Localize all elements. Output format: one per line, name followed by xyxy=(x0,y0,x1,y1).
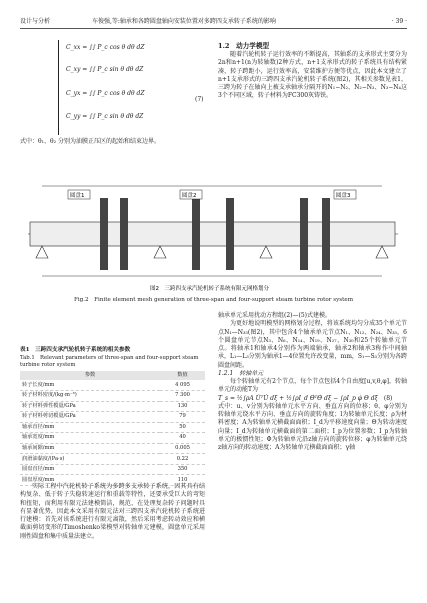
section-1-2 xyxy=(218,42,407,101)
table-caption-cn: 表1 三跨四支承汽轮机转子系统的相关参数 xyxy=(20,347,131,353)
table-row: 转子材料剪切模量/GPa 79 xyxy=(20,412,205,423)
figure-caption-en: Fig.2 Finite element mesh generation of three-span and four-support steam turbine rotor system xyxy=(73,297,354,303)
paragraph: 每个转轴单元有2个节点，每个节点包括4个自由度[u,v,θ,φ]，转轴单元的动能T为 xyxy=(218,378,407,394)
equation-brace xyxy=(58,40,63,135)
table-row: 轴承间隙/mm 0.005 xyxy=(20,443,205,454)
table-caption-en: Tab.1 Relevant parameters of three-span and four-support steam turbine rotor system xyxy=(20,354,199,369)
param-table xyxy=(20,371,205,486)
eq-row: C_xy = ∫∫ P_c sin θ dθ dZ xyxy=(66,66,144,73)
section-heading: 1.2 动力学模型 xyxy=(218,42,270,50)
paragraph: 轴承单元采用扰动方程组(2)—(5)式建模。 xyxy=(218,312,331,319)
table-row: 转子材料弹性模量/GPa 130 xyxy=(20,401,205,412)
eq-row: C_yy = ∫∫ P_c sin θ dθ dZ xyxy=(66,113,144,120)
paragraph: 为更好地说明模型的网格划分过程，将该系统均匀分成35个单元节点N₁—N₃₅(图2)，其中包含4个轴承单元节点N₁、N₁₂、N₂₄、N₃₅，6个圆盘单元节点N₃、N₆、N₁₄、N₁₉、N₂₇、N₃₀和25个转轴单元节点。将轴承1和轴承4分别作为两端轴承，轴承2和轴承3称作中间轴承，L₁—L₃分别为轴承1—4位置允许改变量，mm，S₁—S₃分别为各跨圆盘间距。 xyxy=(218,320,407,369)
left-bottom-paragraph: 实际工程中汽轮机转子系统为多跨多支承转子系统，因其具有结构复杂、低于转子失稳转速运行和重载等特性，还要承受巨大的弯矩和扭矩，而利用有限元法建模简洁，规范，在处理复杂转子问题时具有显著优势，因此本文采用有限元法对三跨四支承汽轮机转子系统进行建模：首先对该系统进行有限元离散，然后采用考虑转动效应和横截面剪切变形的Timoshenko梁模型对转轴单元建模，圆盘单元采用刚性圆盘和集中质量法建立。 xyxy=(20,483,205,540)
eq-row: C_yx = ∫∫ P_c cos θ dθ dZ xyxy=(66,90,145,97)
table-row: 圆盘厚度/mm 110 xyxy=(20,475,205,486)
journal-name: 设计与分析 xyxy=(20,18,51,25)
table-row: 转子材料密度/(kg·m⁻³) 7 300 xyxy=(20,391,205,402)
figure-caption-cn: 图2 三跨四支承汽轮机转子系统有限元网格划分 xyxy=(150,286,270,292)
table-row: 轴承宽度/mm 40 xyxy=(20,433,205,444)
equation-number: (7) xyxy=(195,96,204,103)
running-title: 车俊强,等:轴承和各跨圆盘轴向安装位置对多跨四支承转子系统的影响 xyxy=(92,18,276,25)
eq-row: C_xx = ∫∫ P_c cos θ dθ dZ xyxy=(66,44,145,51)
table-row: 转子长度/mm 4 095 xyxy=(20,380,205,390)
section-paragraph: 随着汽轮机转子运行效率的不断提高，其轴系的支承形式主要分为2n和n+1(n为转轴数)2种方式，n+1支承形式的转子系统具有结构紧凑，转子跨距小，运行效率高，安装维护方便等优点，因此本文建立了n+1支承形式的三跨四支承汽轮机转子系统(图2)，其相关参数见表1，三跨为转子在轴向上被支承轴承分隔开的N₁−N₂、N₂−N₃、N₃−N₄这3个不同区域，转子材料为FC300灰铸铁。 xyxy=(218,51,407,100)
subsection-heading: 1.2.1 转轴单元 xyxy=(218,369,264,377)
disk-label: 圆盘1 xyxy=(70,193,85,199)
table-row: 润滑油黏度/(Pa·s) 0.22 xyxy=(20,454,205,465)
disk-label: 圆盘2 xyxy=(182,193,197,199)
disk-label: 圆盘3 xyxy=(336,193,351,199)
rotor-fem-figure xyxy=(20,172,407,292)
table-row: 轴承直径/mm 50 xyxy=(20,422,205,433)
equation-8: T_s = ½∫ρA U̇ᵀU̇ dξ + ½∫ρI_d Θ̇ᵀΘ̇ dξ − ∫ρI_p φ̇ Θ dξ (8) xyxy=(218,394,393,402)
page-number: · 39 · xyxy=(391,18,407,25)
right-bottom-column xyxy=(218,312,407,453)
table-header: 数值 xyxy=(160,371,205,380)
equation-note: 式中：θ₁、θ₂ 分别为油膜正压区的起始和结束边界。 xyxy=(20,138,160,145)
table-row: 圆盘直径/mm 350 xyxy=(20,464,205,475)
table-1 xyxy=(20,347,205,486)
page-header xyxy=(20,18,407,29)
table-header: 参数 xyxy=(20,371,160,380)
paragraph: 式中：u、v分别为转轴单元水平方向、垂直方向的位移；θ、φ分别为转轴单元绕水平方向、垂直方向的旋转角度；l为转轴单元长度；ρ为材料密度；A为转轴单元横截面面积；I_d为平移速度向量；Θ为转动速度向量；I_d为转轴单元横截面的第二面积；I_p为位置参数；I_p为转轴单元的极惯性矩；Φ为转轴单元沿z轴方向的旋转位移；φ为转轴单元绕z轴方向的转动速度；A为转轴单元横截面面积；γ轴 xyxy=(218,402,407,452)
